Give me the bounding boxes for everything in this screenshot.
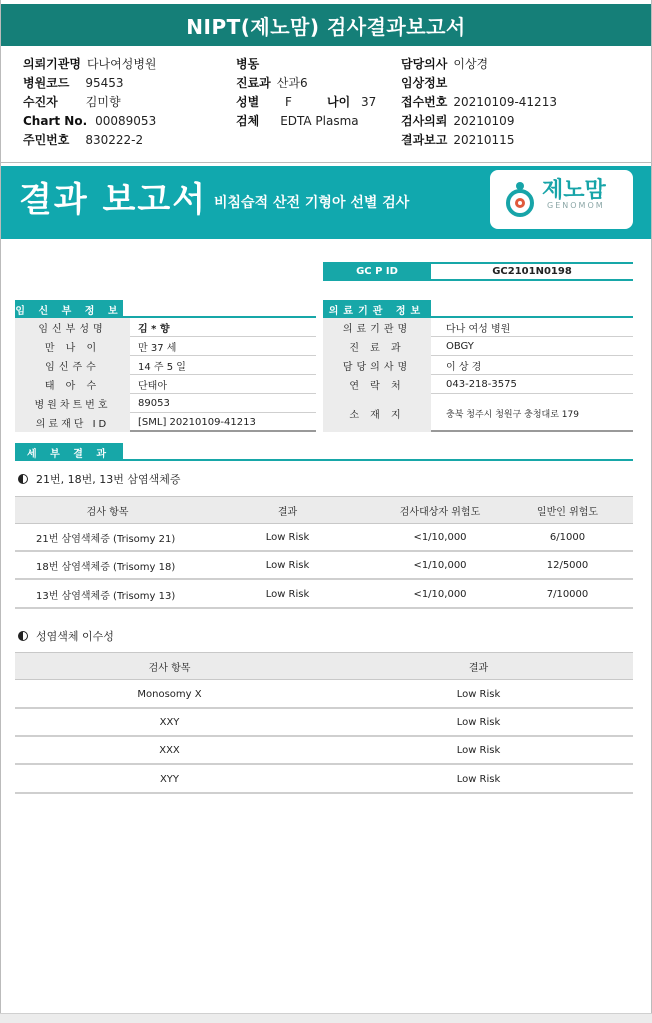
banner-subtitle: 비침습적 산전 기형아 선별 검사 — [214, 195, 410, 211]
header-field: 담당의사 이상경 — [401, 57, 489, 71]
sex-label: 성별 — [236, 95, 260, 109]
divider — [1, 162, 651, 163]
sex-value: F — [285, 95, 292, 109]
header-field: 임상정보 — [401, 76, 448, 90]
table-row: 21번 삼염색체증 (Trisomy 21) Low Risk <1/10,000 6/1000 — [15, 524, 633, 552]
institution-info-heading: 의료기관 정보 — [323, 300, 431, 318]
bottom-scrollbar[interactable] — [0, 1013, 652, 1023]
info-row: 진 료 과 OBGY — [323, 337, 633, 356]
trisomy-table-header: 검사 항목 결과 검사대상자 위험도 일반인 위험도 — [15, 496, 633, 524]
info-row: 태 아 수 단태아 — [15, 375, 316, 394]
header-field: 의뢰기관명 다나여성병원 — [23, 57, 157, 71]
logo-text: 제노맘 — [542, 178, 606, 203]
specimen-value: EDTA Plasma — [280, 114, 359, 128]
age-value: 37 — [361, 95, 377, 109]
table-row: XYY Low Risk — [15, 766, 633, 794]
header-field: 수진자 김미향 — [23, 95, 121, 109]
genomom-logo-icon — [503, 178, 537, 218]
header-col3 — [401, 55, 557, 150]
info-row: 의료재단 ID [SML] 20210109-41213 — [15, 413, 316, 432]
sex-chromosome-table-header: 검사 항목 결과 — [15, 652, 633, 680]
info-row: 임신주수 14 주 5 일 — [15, 356, 316, 375]
half-circle-icon — [18, 474, 28, 484]
table-row: XXY Low Risk — [15, 709, 633, 737]
header-field: 주민번호 830222-2 — [23, 133, 144, 147]
header-field: 결과보고 20210115 — [401, 133, 515, 147]
report-title: NIPT(제노맘) 검사결과보고서 — [1, 4, 651, 46]
info-row: 담당의사명 이 상 경 — [323, 356, 633, 375]
details-heading: 세 부 결 과 — [15, 443, 123, 461]
dept-value: 산과6 — [276, 76, 308, 90]
ward-label: 병동 — [236, 57, 260, 71]
info-row: 만 나 이 만 37 세 — [15, 337, 316, 356]
gcp-id-value: GC2101N0198 — [431, 262, 633, 281]
header-field: 접수번호 20210109-41213 — [401, 95, 557, 109]
info-row: 연 락 처 043-218-3575 — [323, 375, 633, 394]
specimen-label: 검체 — [236, 114, 260, 128]
age-label: 나이 — [327, 95, 351, 109]
header-field: 병원코드 95453 — [23, 76, 124, 90]
details-rule — [15, 459, 633, 461]
table-row: 18번 삼염색체증 (Trisomy 18) Low Risk <1/10,000 12/5000 — [15, 552, 633, 580]
info-row: 의료기관명 다나 여성 병원 — [323, 318, 633, 337]
gcp-id-label: GC P ID — [323, 262, 431, 281]
table-row: 13번 삼염색체증 (Trisomy 13) Low Risk <1/10,000 7/10000 — [15, 581, 633, 609]
half-circle-icon — [18, 631, 28, 641]
header-field: Chart No. 00089053 — [23, 114, 157, 128]
table-row: Monosomy X Low Risk — [15, 681, 633, 709]
banner-title: 결과 보고서 — [19, 180, 208, 220]
sex-chromosome-subheading: 성염색체 이수성 — [18, 628, 114, 644]
header-col1 — [23, 55, 157, 150]
logo-subtext: GENOMOM — [547, 201, 605, 210]
info-row: 임신부성명 김 * 향 — [15, 318, 316, 337]
trisomy-subheading: 21번, 18번, 13번 삼염색체증 — [18, 471, 180, 487]
header-col2 — [236, 55, 396, 131]
info-row: 병원차트번호 89053 — [15, 394, 316, 413]
info-row: 소 재 지 충북 청주시 청원구 충청대로 179 — [323, 394, 633, 432]
table-row: XXX Low Risk — [15, 737, 633, 765]
header-field: 검사의뢰 20210109 — [401, 114, 515, 128]
dept-label: 진료과 — [236, 76, 271, 90]
pregnant-info-heading: 임 신 부 정 보 — [15, 300, 123, 318]
